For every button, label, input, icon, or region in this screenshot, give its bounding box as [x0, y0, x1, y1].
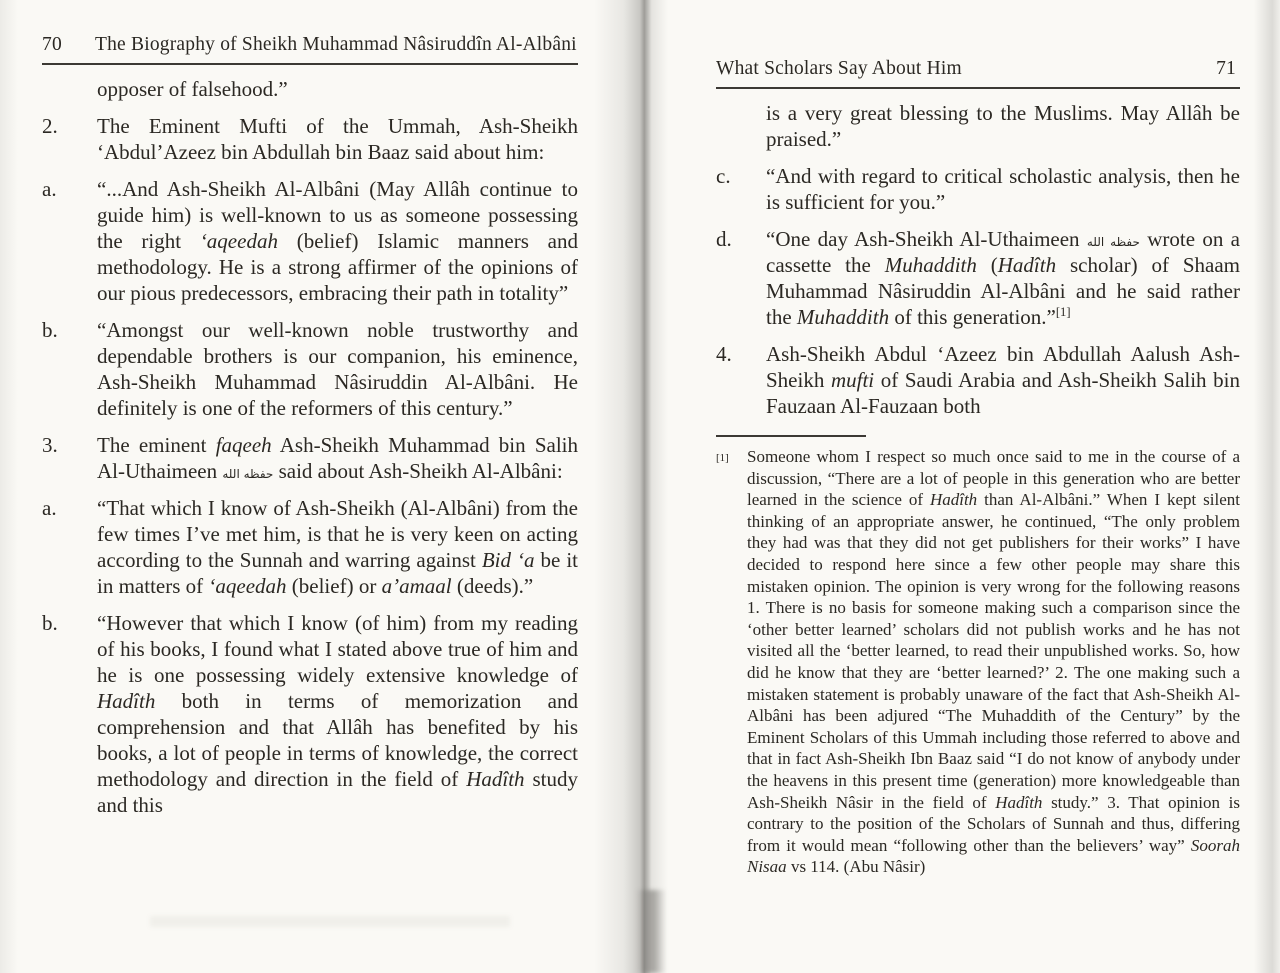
- footnote-separator: [716, 435, 866, 437]
- page-number: 71: [1216, 58, 1236, 79]
- paragraph-text: The eminent faqeeh Ash-Sheikh Muhammad bin Salih Al-Uthaimeen حفظه الله said about Ash-Sheikh Al-Albâni:: [97, 433, 578, 483]
- list-item: [716, 341, 1240, 419]
- page-edge-shadow-left: [0, 0, 18, 973]
- paragraph-text: opposer of falsehood.”: [97, 77, 288, 101]
- item-label: c.: [716, 164, 731, 188]
- item-label: 2.: [42, 114, 58, 138]
- item-label: b.: [42, 318, 58, 342]
- list-item: [42, 495, 578, 599]
- item-label: 4.: [716, 342, 732, 366]
- item-label: [716, 100, 766, 152]
- paragraph-continuation: [716, 100, 1240, 152]
- list-item: [42, 176, 578, 306]
- list-item: [716, 226, 1240, 330]
- paragraph-text: “Amongst our well-known noble trustworthy and dependable brothers is our companion, his eminence, Ash-Sheikh Muhammad Nâsiruddin Al-Albâni. He definitely is one of the reformers of this century.”: [97, 318, 578, 420]
- list-item: [42, 317, 578, 421]
- list-item: [42, 610, 578, 818]
- item-label: a.: [42, 177, 57, 201]
- list-item: [42, 113, 578, 165]
- list-item: [42, 432, 578, 484]
- item-label: a.: [42, 496, 57, 520]
- paragraph-text: “And with regard to critical scholastic analysis, then he is sufficient for you.”: [766, 164, 1240, 214]
- page-left: [42, 34, 578, 818]
- book-gutter-shadow: [594, 0, 668, 973]
- paragraph-continuation: [42, 76, 578, 102]
- page-showthrough-ghost: [150, 916, 510, 927]
- page-left-header: [42, 34, 578, 65]
- footnote-marker: [1]: [716, 452, 729, 464]
- paragraph-text: The Eminent Mufti of the Ummah, Ash-Sheikh ‘Abdul’Azeez bin Abdullah bin Baaz said about him:: [97, 114, 578, 164]
- page-edge-shadow-right: [1254, 0, 1280, 973]
- paragraph-text: Ash-Sheikh Abdul ‘Azeez bin Abdullah Aalush Ash-Sheikh mufti of Saudi Arabia and Ash-Sheikh Salih bin Fauzaan Al-Fauzaan both: [766, 342, 1240, 418]
- paragraph-text: “However that which I know (of him) from my reading of his books, I found what I stated above true of him and he is one possessing widely extensive knowledge of Hadîth both in terms of memorization and comprehension and that Allâh has benefited by his books, a lot of people in terms of knowledge, the correct methodology and direction in the field of Hadîth study and this: [97, 611, 578, 817]
- footnote-text: Someone whom I respect so much once said to me in the course of a discussion, “There are a lot of people in this generation who are better learned in the science of Hadîth than Al-Albâni.” When I kept silent thinking of an appropriate answer, he continued, “The only problem they had was that they did not get publishers for their works” I have decided to respond here since a few other people may share this mistaken opinion. The opinion is very wrong for the following reasons 1. There is no basis for someone making such a comparison since the ‘other better learned’ scholars did not publish works and he has not visited all the ‘better learned, to read their unpublished works. So, how did he know that they are ‘better learned?’ 2. The one making such a mistaken statement is probably unaware of the fact that Ash-Sheikh Al-Albâni has been adjured “The Muhaddith of the Century” by the Eminent Scholars of this Ummah including those referred to above and that in fact Ash-Sheikh Ibn Baaz said “I do not know of anybody under the heavens in this present time (generation) more knowledgeable than Ash-Sheikh Nâsir in the field of Hadîth study.” 3. That opinion is contrary to the position of the Scholars of Sunnah and thus, differing from it would mean “following other than the believers’ way” Soorah Nisaa vs 114. (Abu Nâsir): [747, 447, 1241, 877]
- list-item: [716, 163, 1240, 215]
- item-label: b.: [42, 611, 58, 635]
- paragraph-text: is a very great blessing to the Muslims. May Allâh be praised.”: [766, 101, 1240, 151]
- item-label: d.: [716, 227, 732, 251]
- item-label: 3.: [42, 433, 58, 457]
- page-number: 70: [42, 34, 62, 55]
- book-gutter-shadow-bottom: [636, 890, 666, 973]
- item-label: [42, 76, 97, 102]
- page-right-header: [716, 58, 1240, 89]
- running-header-title: The Biography of Sheikh Muhammad Nâsiruddîn Al-Albâni: [95, 34, 577, 55]
- footnote: [716, 446, 1240, 878]
- running-header-title: What Scholars Say About Him: [716, 58, 962, 79]
- paragraph-text: “...And Ash-Sheikh Al-Albâni (May Allâh continue to guide him) is well-known to us as someone possessing the right ‘aqeedah (belief) Islamic manners and methodology. He is a strong affirmer of the opinions of our pious predecessors, embracing their path in totality”: [97, 177, 578, 305]
- page-right: [716, 58, 1240, 878]
- paragraph-text: “That which I know of Ash-Sheikh (Al-Albâni) from the few times I’ve met him, is that he is very keen on acting according to the Sunnah and warring against Bid ‘a be it in matters of ‘aqeedah (belief) or a’amaal (deeds).”: [97, 496, 578, 598]
- paragraph-text: “One day Ash-Sheikh Al-Uthaimeen حفظه الله wrote on a cassette the Muhaddith (Hadîth scholar) of Shaam Muhammad Nâsiruddin Al-Albâni and he said rather the Muhaddith of this generation.”[1]: [766, 227, 1240, 329]
